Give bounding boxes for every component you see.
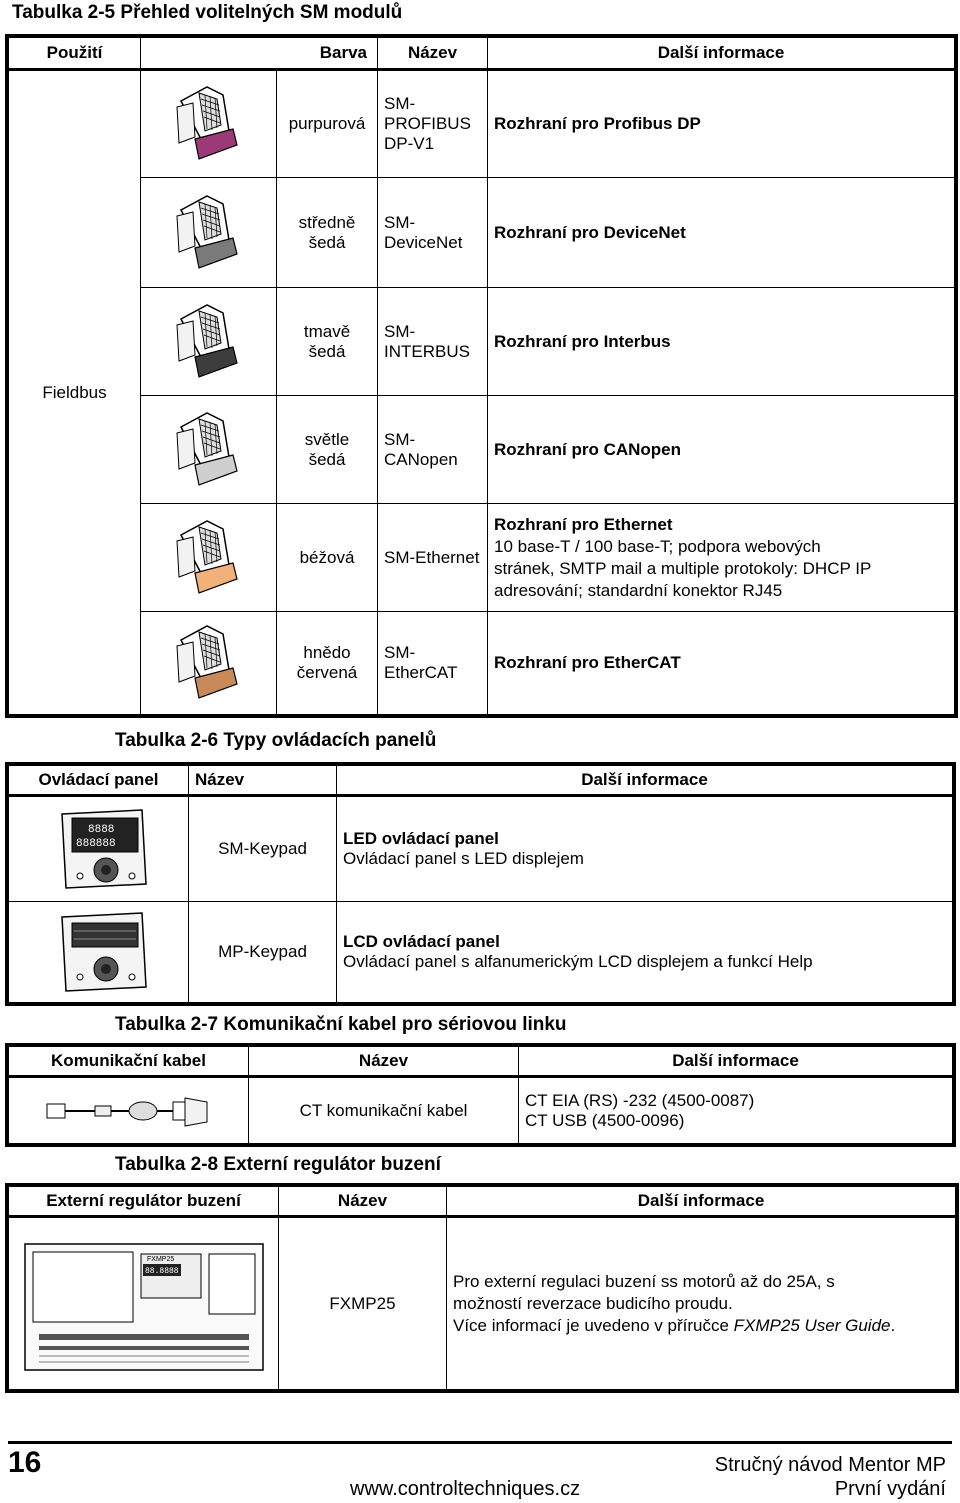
module-image	[141, 288, 277, 396]
regulator-image	[9, 1217, 279, 1390]
table25-caption: Tabulka 2-5 Přehled volitelných SM modulů	[12, 2, 403, 23]
footer-rule	[8, 1441, 952, 1444]
keypad-image	[9, 796, 189, 902]
table26-header-name: Název	[189, 766, 337, 796]
module-name: SM- DeviceNet	[378, 178, 488, 288]
module-info: Rozhraní pro CANopen	[488, 396, 955, 504]
sm-module-icon	[159, 620, 259, 706]
table26-header-info: Další informace	[337, 766, 953, 796]
module-info: Rozhraní pro Profibus DP	[488, 70, 955, 178]
table26-caption: Tabulka 2-6 Typy ovládacích panelů	[115, 730, 437, 751]
module-name: SM-EtherCAT	[378, 612, 488, 715]
module-color: světle šedá	[277, 396, 378, 504]
sm-module-icon	[159, 515, 259, 601]
table25	[5, 34, 958, 718]
module-info: Rozhraní pro Ethernet 10 base-T / 100 base-T; podpora webových stránek, SMTP mail a multiple protokoly: DHCP IP adresování; standardní konektor RJ45	[488, 504, 955, 612]
lcd-keypad-icon	[44, 909, 154, 995]
sm-module-icon	[159, 299, 259, 385]
footer-edition: První vydání	[834, 1478, 946, 1500]
module-image	[141, 504, 277, 612]
table28-header-regulator: Externí regulátor buzení	[9, 1187, 279, 1217]
module-color: béžová	[277, 504, 378, 612]
sm-module-icon	[159, 190, 259, 276]
keypad-info: LCD ovládací panel Ovládací panel s alfanumerickým LCD displejem a funkcí Help	[337, 902, 953, 1003]
led-keypad-icon	[44, 806, 154, 892]
module-info: Rozhraní pro DeviceNet	[488, 178, 955, 288]
keypad-digits-bottom: 888888	[75, 838, 116, 850]
table27-header-cable: Komunikační kabel	[9, 1047, 249, 1077]
regulator-info: Pro externí regulaci buzení ss motorů až do 25A, s možností reverzace budicího proudu. Více informací je uvedeno v příručce FXMP25 User Guide.	[447, 1217, 956, 1390]
module-image	[141, 178, 277, 288]
regulator-name: FXMP25	[279, 1217, 447, 1390]
table25-header-color: Barva	[141, 38, 378, 70]
module-color: středně šedá	[277, 178, 378, 288]
module-image	[141, 70, 277, 178]
table27-header-name: Název	[249, 1047, 519, 1077]
table28-caption: Tabulka 2-8 Externí regulátor buzení	[115, 1154, 441, 1175]
cable-name: CT komunikační kabel	[249, 1077, 519, 1144]
keypad-digits-top: 8888	[87, 824, 114, 836]
serial-cable-icon	[39, 1086, 219, 1136]
cable-image	[9, 1077, 249, 1144]
table27-caption: Tabulka 2-7 Komunikační kabel pro sériovou linku	[115, 1014, 567, 1035]
sm-module-icon	[159, 407, 259, 493]
cable-info: CT EIA (RS) -232 (4500-0087) CT USB (4500-0096)	[519, 1077, 953, 1144]
footer-website[interactable]: www.controltechniques.cz	[350, 1478, 581, 1500]
module-name: SM- INTERBUS	[378, 288, 488, 396]
table28-header-info: Další informace	[447, 1187, 956, 1217]
table25-header-usage: Použití	[9, 38, 141, 70]
module-image	[141, 612, 277, 715]
module-color: tmavě šedá	[277, 288, 378, 396]
sm-module-icon	[159, 81, 259, 167]
keypad-image	[9, 902, 189, 1003]
module-color: purpurová	[277, 70, 378, 178]
table25-header-name: Název	[378, 38, 488, 70]
module-info: Rozhraní pro EtherCAT	[488, 612, 955, 715]
table28	[5, 1183, 959, 1393]
table28-header-name: Název	[279, 1187, 447, 1217]
module-name: SM- PROFIBUS DP-V1	[378, 70, 488, 178]
keypad-info: LED ovládací panel Ovládací panel s LED displejem	[337, 796, 953, 902]
module-image	[141, 396, 277, 504]
keypad-name: MP-Keypad	[189, 902, 337, 1003]
keypad-name: SM-Keypad	[189, 796, 337, 902]
table25-header-info: Další informace	[488, 38, 955, 70]
fxmp25-device-icon	[19, 1234, 269, 1374]
module-name: SM-CANopen	[378, 396, 488, 504]
device-digits: 88.8888	[144, 1266, 179, 1276]
table27-header-info: Další informace	[519, 1047, 953, 1077]
module-name: SM-Ethernet	[378, 504, 488, 612]
page-number: 16	[8, 1446, 42, 1479]
table25-group-fieldbus: Fieldbus	[9, 70, 141, 715]
device-label: FXMP25	[146, 1255, 174, 1263]
table26-header-panel: Ovládací panel	[9, 766, 189, 796]
table27	[5, 1043, 956, 1147]
module-info: Rozhraní pro Interbus	[488, 288, 955, 396]
table26	[5, 762, 956, 1006]
module-color: hnědo červená	[277, 612, 378, 715]
footer-guide-title: Stručný návod Mentor MP	[714, 1454, 946, 1476]
